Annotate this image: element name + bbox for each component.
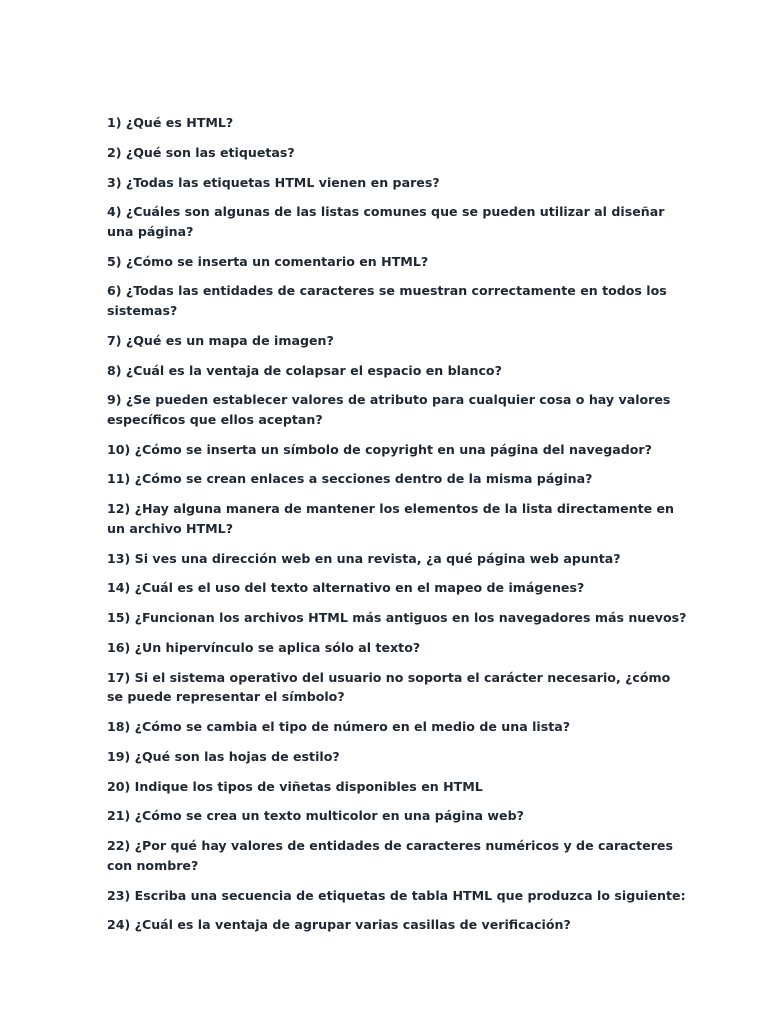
- question-item: 24) ¿Cuál es la ventaja de agrupar varias casillas de verificación?: [107, 917, 571, 933]
- question-item: 1) ¿Qué es HTML?: [107, 115, 234, 130]
- question-item: 11) ¿Cómo se crean enlaces a secciones dentro de la misma página?: [107, 471, 593, 487]
- question-item: 7) ¿Qué es un mapa de imagen?: [107, 332, 334, 348]
- question-item: 23) Escriba una secuencia de etiquetas de tabla HTML que produzca lo siguiente:: [107, 887, 686, 903]
- question-item: 19) ¿Qué son las hojas de estilo?: [107, 748, 340, 764]
- question-item: 5) ¿Cómo se inserta un comentario en HTML?: [107, 253, 429, 269]
- question-item: 13) Si ves una dirección web en una revista, ¿a qué página web apunta?: [107, 550, 621, 566]
- question-item: 3) ¿Todas las etiquetas HTML vienen en pares?: [107, 174, 440, 190]
- question-item: 16) ¿Un hipervínculo se aplica sólo al texto?: [107, 639, 421, 655]
- question-list: [107, 113, 687, 945]
- question-item: 15) ¿Funcionan los archivos HTML más antiguos en los navegadores más nuevos?: [107, 610, 687, 626]
- question-item: 8) ¿Cuál es la ventaja de colapsar el espacio en blanco?: [107, 362, 502, 378]
- question-item: 21) ¿Cómo se crea un texto multicolor en una página web?: [107, 808, 524, 824]
- question-item: 6) ¿Todas las entidades de caracteres se muestran correctamente en todos los sistemas?: [107, 283, 667, 318]
- question-item: 14) ¿Cuál es el uso del texto alternativo en el mapeo de imágenes?: [107, 580, 585, 596]
- question-item: 4) ¿Cuáles son algunas de las listas comunes que se pueden utilizar al diseñar una página?: [107, 204, 665, 239]
- question-item: 17) Si el sistema operativo del usuario no soporta el carácter necesario, ¿cómo se puede representar el símbolo?: [107, 669, 671, 705]
- question-item: 10) ¿Cómo se inserta un símbolo de copyright en una página del navegador?: [107, 441, 652, 457]
- question-item: 9) ¿Se pueden establecer valores de atributo para cualquier cosa o hay valores específicos que ellos aceptan?: [107, 392, 671, 427]
- question-item: 18) ¿Cómo se cambia el tipo de número en el medio de una lista?: [107, 719, 571, 735]
- question-item: 12) ¿Hay alguna manera de mantener los elementos de la lista directamente en un archivo HTML?: [107, 501, 675, 536]
- question-item: 22) ¿Por qué hay valores de entidades de caracteres numéricos y de caracteres con nombre?: [107, 838, 673, 873]
- question-item: 2) ¿Qué son las etiquetas?: [107, 144, 295, 160]
- question-item: 20) Indique los tipos de viñetas disponibles en HTML: [107, 778, 483, 794]
